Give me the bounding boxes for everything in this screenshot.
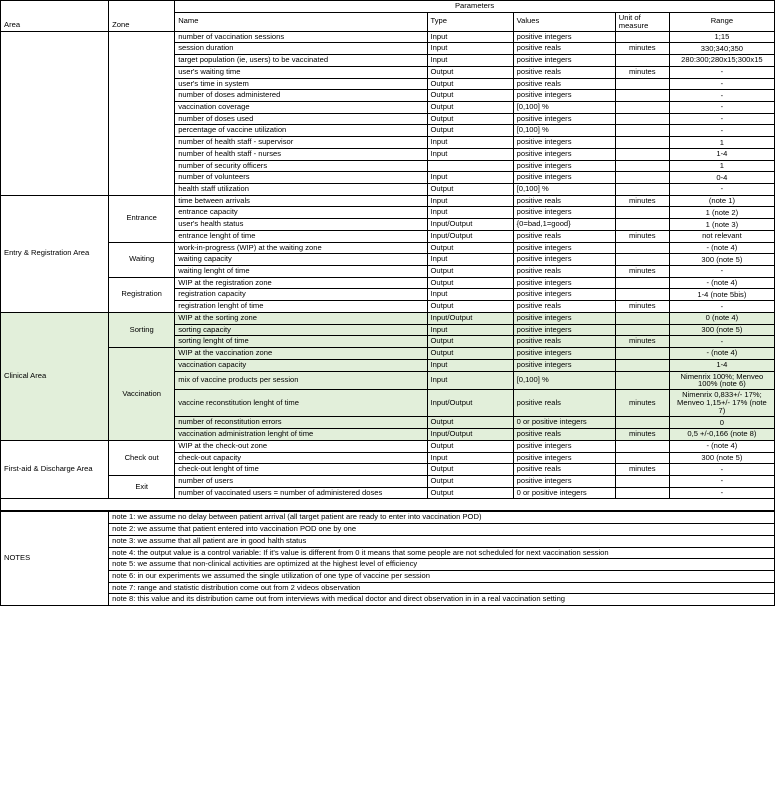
param-type: Input/Output: [427, 219, 513, 231]
param-range: - (note 4): [669, 348, 774, 360]
param-unit: minutes: [615, 429, 669, 441]
param-values: positive integers: [513, 55, 615, 67]
spacer-cell: [1, 499, 775, 511]
param-values: positive integers: [513, 348, 615, 360]
param-name: percentage of vaccine utilization: [175, 125, 427, 137]
param-unit: [615, 207, 669, 219]
param-range: 1: [669, 137, 774, 149]
note-text: note 4: the output value is a control variable: If it's value is different from 0 it means that some people are not scheduled for next vaccination session: [109, 547, 775, 559]
param-range: 330;340;350: [669, 43, 774, 55]
param-range: -: [669, 113, 774, 125]
header-name: Name: [175, 12, 427, 31]
param-type: Output: [427, 90, 513, 102]
param-name: WIP at the check-out zone: [175, 440, 427, 452]
spacer-row: [1, 499, 775, 511]
param-name: vaccination coverage: [175, 101, 427, 113]
header-parameters: Parameters: [175, 1, 775, 13]
param-type: Output: [427, 277, 513, 289]
param-unit: [615, 452, 669, 464]
param-range: 280:300;280x15;300x15: [669, 55, 774, 67]
param-name: user's health status: [175, 219, 427, 231]
param-name: vaccination capacity: [175, 359, 427, 371]
param-unit: [615, 113, 669, 125]
param-unit: [615, 359, 669, 371]
param-name: number of security officers: [175, 160, 427, 172]
param-type: Output: [427, 348, 513, 360]
param-name: user's time in system: [175, 78, 427, 90]
param-type: Output: [427, 242, 513, 254]
param-values: positive integers: [513, 452, 615, 464]
param-values: positive integers: [513, 137, 615, 149]
param-type: Output: [427, 464, 513, 476]
note-row: [1, 594, 775, 606]
param-values: positive integers: [513, 324, 615, 336]
param-range: 300 (note 5): [669, 452, 774, 464]
zone-cell: [109, 31, 175, 195]
notes-table: [0, 511, 775, 606]
param-values: positive reals: [513, 230, 615, 242]
param-range: -: [669, 78, 774, 90]
note-row: [1, 512, 775, 524]
param-name: user's waiting time: [175, 66, 427, 78]
param-unit: minutes: [615, 195, 669, 207]
param-type: Input/Output: [427, 429, 513, 441]
param-unit: [615, 254, 669, 266]
param-type: Input: [427, 55, 513, 67]
param-unit: minutes: [615, 390, 669, 417]
param-name: health staff utilization: [175, 184, 427, 196]
param-values: positive integers: [513, 359, 615, 371]
table-row: [1, 277, 775, 289]
param-range: -: [669, 464, 774, 476]
zone-cell: Sorting: [109, 312, 175, 347]
param-unit: [615, 78, 669, 90]
param-values: positive integers: [513, 160, 615, 172]
param-values: positive reals: [513, 301, 615, 313]
param-name: vaccine reconstitution lenght of time: [175, 390, 427, 417]
param-range: 1;15: [669, 31, 774, 43]
param-unit: minutes: [615, 230, 669, 242]
param-values: positive integers: [513, 475, 615, 487]
param-range: -: [669, 475, 774, 487]
note-row: [1, 535, 775, 547]
param-type: Input: [427, 371, 513, 390]
param-name: number of vaccination sessions: [175, 31, 427, 43]
param-name: WIP at the vaccination zone: [175, 348, 427, 360]
zone-cell: Registration: [109, 277, 175, 312]
param-type: Output: [427, 336, 513, 348]
note-row: [1, 547, 775, 559]
zone-cell: Exit: [109, 475, 175, 498]
header-zone: Zone: [109, 1, 175, 32]
param-range: -: [669, 90, 774, 102]
param-type: Input: [427, 31, 513, 43]
zone-cell: Entrance: [109, 195, 175, 242]
param-type: Input: [427, 43, 513, 55]
param-type: Input/Output: [427, 390, 513, 417]
param-unit: [615, 172, 669, 184]
param-name: number of users: [175, 475, 427, 487]
param-type: Input: [427, 207, 513, 219]
note-row: [1, 582, 775, 594]
param-name: waiting capacity: [175, 254, 427, 266]
param-name: vaccination administration lenght of time: [175, 429, 427, 441]
param-type: Input: [427, 359, 513, 371]
header-values: Values: [513, 12, 615, 31]
param-unit: [615, 371, 669, 390]
param-unit: [615, 277, 669, 289]
param-range: - (note 4): [669, 440, 774, 452]
header-unit-line2: measure: [618, 20, 649, 30]
param-unit: minutes: [615, 266, 669, 278]
param-range: 1 (note 3): [669, 219, 774, 231]
param-values: positive integers: [513, 289, 615, 301]
param-values: positive integers: [513, 90, 615, 102]
param-type: Input: [427, 195, 513, 207]
param-unit: [615, 148, 669, 160]
param-type: Input: [427, 172, 513, 184]
param-values: positive integers: [513, 277, 615, 289]
param-values: positive reals: [513, 78, 615, 90]
zone-cell: Check out: [109, 440, 175, 475]
zone-cell: Vaccination: [109, 348, 175, 441]
param-range: 0 (note 4): [669, 312, 774, 324]
param-type: Output: [427, 301, 513, 313]
param-range: -: [669, 101, 774, 113]
param-values: positive integers: [513, 254, 615, 266]
header-type: Type: [427, 12, 513, 31]
param-type: Input: [427, 452, 513, 464]
param-range: 1-4: [669, 359, 774, 371]
param-unit: [615, 55, 669, 67]
param-range: - (note 4): [669, 242, 774, 254]
param-range: 1 (note 2): [669, 207, 774, 219]
param-unit: [615, 242, 669, 254]
param-unit: [615, 348, 669, 360]
param-name: session duration: [175, 43, 427, 55]
param-range: -: [669, 301, 774, 313]
note-text: note 2: we assume that patient entered into vaccination POD one by one: [109, 524, 775, 536]
param-name: waiting lenght of time: [175, 266, 427, 278]
param-unit: [615, 125, 669, 137]
param-range: -: [669, 266, 774, 278]
table-row: [1, 475, 775, 487]
param-values: [0,100] %: [513, 101, 615, 113]
param-unit: [615, 417, 669, 429]
param-range: -: [669, 184, 774, 196]
table-row: [1, 440, 775, 452]
param-type: Output: [427, 125, 513, 137]
param-type: Output: [427, 184, 513, 196]
param-unit: [615, 101, 669, 113]
header-range: Range: [669, 12, 774, 31]
table-row: [1, 312, 775, 324]
note-text: note 7: range and statistic distribution come out from 2 videos observation: [109, 582, 775, 594]
zone-cell: Waiting: [109, 242, 175, 277]
table-row: [1, 242, 775, 254]
param-name: number of doses used: [175, 113, 427, 125]
param-values: [0,100] %: [513, 371, 615, 390]
param-values: positive reals: [513, 195, 615, 207]
param-range: 300 (note 5): [669, 324, 774, 336]
param-values: positive integers: [513, 113, 615, 125]
param-type: Input: [427, 148, 513, 160]
param-type: Output: [427, 440, 513, 452]
param-values: positive integers: [513, 31, 615, 43]
param-unit: [615, 475, 669, 487]
param-range: -: [669, 336, 774, 348]
param-type: Output: [427, 266, 513, 278]
param-type: Output: [427, 78, 513, 90]
param-values: positive integers: [513, 148, 615, 160]
param-values: positive integers: [513, 440, 615, 452]
param-range: 1-4 (note 5bis): [669, 289, 774, 301]
param-name: sorting lenght of time: [175, 336, 427, 348]
param-name: number of health staff - nurses: [175, 148, 427, 160]
param-type: Input: [427, 254, 513, 266]
param-unit: [615, 31, 669, 43]
param-name: number of health staff - supervisor: [175, 137, 427, 149]
param-values: 0 or positive integers: [513, 417, 615, 429]
param-type: Output: [427, 417, 513, 429]
note-text: note 5: we assume that non-clinical activities are optimized at the highest level of efficiency: [109, 559, 775, 571]
param-range: Nimenrix 0,833+/- 17%; Menveo 1,15+/- 17% (note 7): [669, 390, 774, 417]
param-unit: minutes: [615, 301, 669, 313]
param-unit: minutes: [615, 336, 669, 348]
header-unit: [615, 12, 669, 31]
area-cell: Clinical Area: [1, 312, 109, 440]
param-type: [427, 160, 513, 172]
param-values: positive reals: [513, 336, 615, 348]
param-type: Output: [427, 475, 513, 487]
param-unit: [615, 160, 669, 172]
area-cell: First-aid & Discharge Area: [1, 440, 109, 499]
param-range: 1-4: [669, 148, 774, 160]
param-values: [0,100] %: [513, 125, 615, 137]
param-name: work-in-progress (WIP) at the waiting zone: [175, 242, 427, 254]
param-unit: [615, 487, 669, 499]
param-type: Input: [427, 324, 513, 336]
param-range: 0,5 +/-0,166 (note 8): [669, 429, 774, 441]
param-unit: minutes: [615, 66, 669, 78]
param-range: 0-4: [669, 172, 774, 184]
param-name: registration lenght of time: [175, 301, 427, 313]
param-range: 1: [669, 160, 774, 172]
param-name: entrance lenght of time: [175, 230, 427, 242]
param-values: 0 or positive integers: [513, 487, 615, 499]
param-unit: [615, 324, 669, 336]
param-type: Output: [427, 66, 513, 78]
param-range: (note 1): [669, 195, 774, 207]
note-text: note 3: we assume that all patient are in good halth status: [109, 535, 775, 547]
table-row: [1, 195, 775, 207]
param-values: positive reals: [513, 390, 615, 417]
param-values: positive integers: [513, 312, 615, 324]
param-range: 0: [669, 417, 774, 429]
param-unit: [615, 440, 669, 452]
param-range: 300 (note 5): [669, 254, 774, 266]
param-type: Output: [427, 487, 513, 499]
param-values: positive integers: [513, 172, 615, 184]
param-range: -: [669, 66, 774, 78]
param-name: target population (ie, users) to be vaccinated: [175, 55, 427, 67]
param-unit: [615, 137, 669, 149]
param-name: sorting capacity: [175, 324, 427, 336]
param-values: positive integers: [513, 207, 615, 219]
param-values: positive reals: [513, 43, 615, 55]
note-text: note 1: we assume no delay between patient arrival (all target patient are ready to enter into vaccination POD): [109, 512, 775, 524]
param-name: entrance capacity: [175, 207, 427, 219]
param-values: positive reals: [513, 464, 615, 476]
notes-label: NOTES: [1, 512, 109, 606]
param-type: Input/Output: [427, 312, 513, 324]
param-range: Nimenrix 100%; Menveo 100% (note 6): [669, 371, 774, 390]
param-name: mix of vaccine products per session: [175, 371, 427, 390]
param-name: check-out capacity: [175, 452, 427, 464]
param-unit: [615, 90, 669, 102]
note-text: note 6: in our experiments we assumed the single utilization of one type of vaccine per session: [109, 570, 775, 582]
param-name: check-out lenght of time: [175, 464, 427, 476]
param-type: Input/Output: [427, 230, 513, 242]
param-unit: [615, 184, 669, 196]
param-range: -: [669, 125, 774, 137]
param-unit: [615, 289, 669, 301]
table-header-row-1: [1, 1, 775, 13]
param-type: Output: [427, 113, 513, 125]
param-unit: minutes: [615, 464, 669, 476]
note-row: [1, 559, 775, 571]
param-values: positive integers: [513, 242, 615, 254]
table-row: [1, 31, 775, 43]
param-name: number of doses administered: [175, 90, 427, 102]
param-type: Input: [427, 289, 513, 301]
note-row: [1, 524, 775, 536]
param-range: not relevant: [669, 230, 774, 242]
param-range: -: [669, 487, 774, 499]
header-area: Area: [1, 1, 109, 32]
param-name: number of volunteers: [175, 172, 427, 184]
area-cell: Entry & Registration Area: [1, 195, 109, 312]
param-unit: [615, 219, 669, 231]
param-name: WIP at the registration zone: [175, 277, 427, 289]
param-range: - (note 4): [669, 277, 774, 289]
param-values: positive reals: [513, 66, 615, 78]
param-name: number of vaccinated users = number of administered doses: [175, 487, 427, 499]
param-values: positive reals: [513, 429, 615, 441]
param-name: time between arrivals: [175, 195, 427, 207]
param-name: number of reconstitution errors: [175, 417, 427, 429]
note-row: [1, 570, 775, 582]
param-values: positive reals: [513, 266, 615, 278]
param-name: WIP at the sorting zone: [175, 312, 427, 324]
table-row: [1, 348, 775, 360]
param-values: [0,100] %: [513, 184, 615, 196]
param-type: Output: [427, 101, 513, 113]
param-values: {0=bad,1=good}: [513, 219, 615, 231]
area-cell: [1, 31, 109, 195]
param-type: Input: [427, 137, 513, 149]
header-unit-line1: Unit of: [618, 12, 641, 22]
param-name: registration capacity: [175, 289, 427, 301]
note-text: note 8: this value and its distribution came out from interviews with medical doctor and direct observation in in a real vaccination setting: [109, 594, 775, 606]
param-unit: [615, 312, 669, 324]
param-unit: minutes: [615, 43, 669, 55]
